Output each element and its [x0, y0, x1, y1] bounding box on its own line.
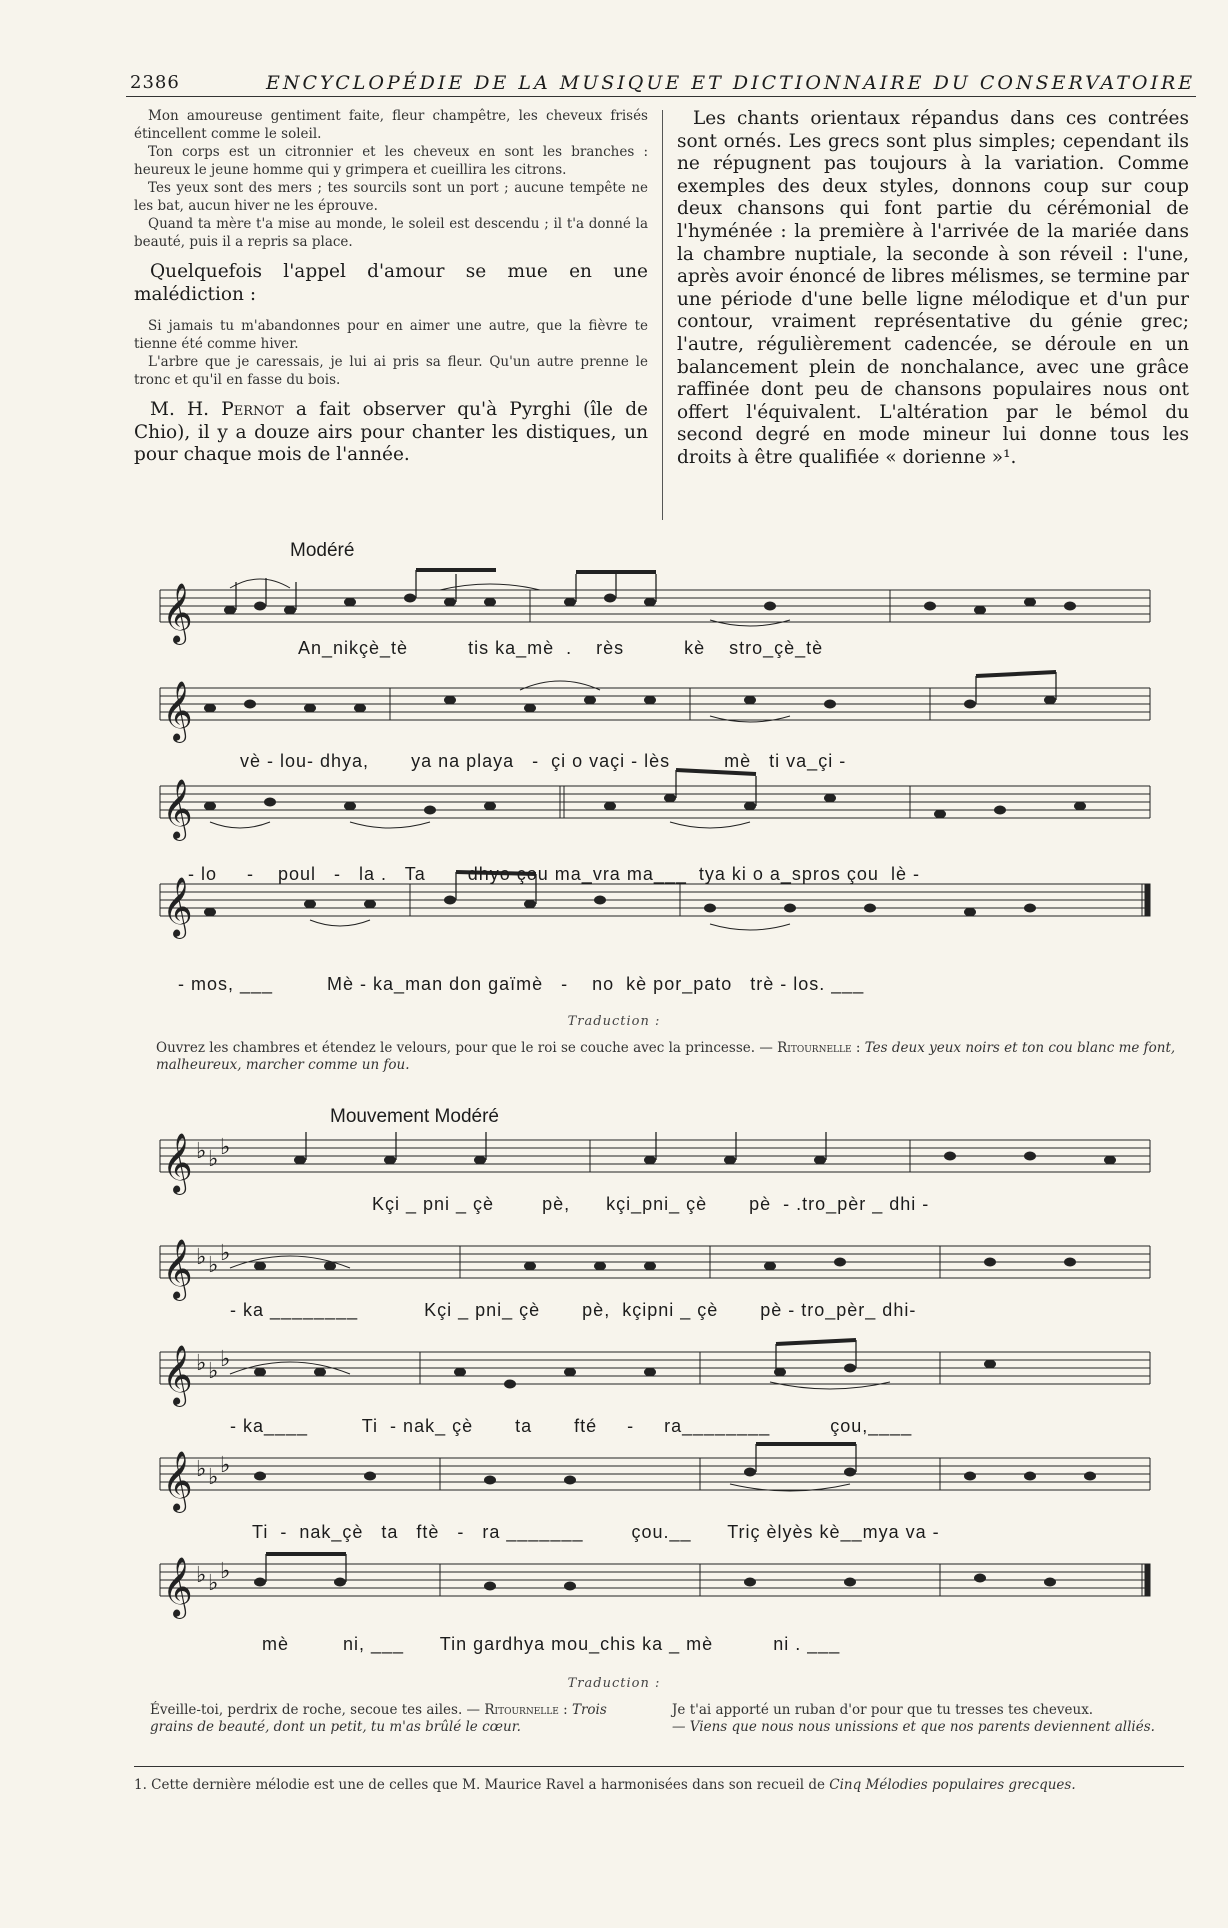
- staff-system-2: [160, 1246, 1150, 1278]
- tempo-marking: Mouvement Modéré: [330, 1106, 499, 1127]
- quote-line: Si jamais tu m'abandonnes pour en aimer une autre, que la fièvre te tienne été comme hiver.: [134, 318, 648, 352]
- svg-text:𝄞: 𝄞: [162, 877, 193, 937]
- lyrics-line: Ti - nak_çè ta ftè - ra _______ çou.__ Triç èlyès kè__mya va -: [252, 1522, 940, 1542]
- lyrics-line: Kçi _ pni _ çè pè, kçi_pni_ çè pè - .tro_pèr _ dhi -: [372, 1194, 930, 1214]
- footnote-work-title: Cinq Mélodies populaires grecques.: [829, 1777, 1076, 1793]
- lyrics-line: - lo - poul - la . Ta dhyo çou ma_vra ma___ tya ki o a_spros çou lè -: [188, 864, 920, 884]
- quote-line: Mon amoureuse gentiment faite, fleur champêtre, les cheveux frisés étincellent comme le soleil.: [134, 108, 648, 142]
- column-divider: [662, 110, 663, 520]
- translation-heading: Traduction :: [567, 1014, 661, 1029]
- quote-poem-2: [134, 318, 648, 389]
- paragraph-chants: Les chants orientaux répandus dans ces contrées sont ornés. Les grecs sont plus simples; cependant ils ne répugnent pas toujours à la variation. Comme exemples des deux styles, donnons coup sur coup deux chansons qui font partie du cérémonial de l'hyménée : la première à l'arrivée de la mariée dans la chambre nuptiale, la seconde à son réveil : l'une, après avoir énoncé de libres mélismes, se termine par une période d'une belle ligne mélodique et d'un pur contour, vraiment représentative du génie grec; l'autre, régulièrement cadencée, se déroule en un balancement plein de nonchalance, avec une grâce raffinée dont peu de chansons populaires nous ont offert l'équivalent. L'altération par le bémol du second degré en mode mineur lui donne tous les droits à être qualifiée « dorienne »¹.: [677, 108, 1189, 468]
- translation-text: [156, 1040, 1186, 1074]
- translation-body: Ouvrez les chambres et étendez le velours, pour que le roi se couche avec la princesse. —: [156, 1040, 773, 1056]
- quote-line: Tes yeux sont des mers ; tes sourcils sont un port ; aucune tempête ne les bat, aucun hiver ne les éprouve.: [134, 180, 648, 214]
- running-title: ENCYCLOPÉDIE DE LA MUSIQUE ET DICTIONNAIRE DU CONSERVATOIRE: [266, 72, 1196, 94]
- svg-text:𝄞: 𝄞: [162, 681, 193, 741]
- svg-text:♭: ♭: [220, 1559, 231, 1584]
- svg-text:♭: ♭: [196, 1351, 207, 1376]
- paragraph-malediction: Quelquefois l'appel d'amour se mue en une malédiction :: [134, 261, 648, 305]
- svg-text:♭: ♭: [196, 1245, 207, 1270]
- ritournelle-text: — Viens que nous nous unissions et que nos parents deviennent alliés.: [672, 1719, 1155, 1735]
- staff-system-3: [160, 1352, 1150, 1384]
- tempo-marking: Modéré: [290, 540, 355, 561]
- ritournelle-label: Ritournelle :: [777, 1040, 861, 1056]
- paragraph-pernot: [134, 399, 648, 467]
- lyrics-line: - ka____ Ti - nak_ çè ta fté - ra________ çou,____: [230, 1416, 913, 1436]
- ritournelle-label: Ritournelle :: [484, 1702, 568, 1718]
- svg-text:𝄞: 𝄞: [162, 1345, 193, 1405]
- staff-system-5: [160, 1564, 1150, 1596]
- treble-clef-icons: [162, 583, 193, 939]
- footnote: [134, 1766, 1184, 1793]
- slurs: [230, 1256, 890, 1491]
- svg-text:𝄞: 𝄞: [162, 1133, 193, 1193]
- left-column: [134, 108, 648, 479]
- svg-text:♭: ♭: [208, 1359, 219, 1384]
- lyrics-line: - ka ________ Kçi _ pni_ çè pè, kçipni _ çè pè - tro_pèr_ dhi-: [230, 1300, 917, 1320]
- music-score-1: [150, 560, 1170, 990]
- svg-text:𝄞: 𝄞: [162, 1239, 193, 1299]
- svg-text:𝄞: 𝄞: [162, 583, 193, 643]
- svg-text:𝄞: 𝄞: [162, 779, 193, 839]
- svg-text:𝄞: 𝄞: [162, 1557, 193, 1617]
- svg-text:♭: ♭: [208, 1253, 219, 1278]
- running-header: [126, 70, 1196, 97]
- quote-line: L'arbre que je caressais, je lui ai pris sa fleur. Qu'un autre prenne le tronc et qu'il en fasse du bois.: [134, 354, 648, 388]
- lyrics-line: vè - lou- dhya, ya na playa - çi o vaçi - lès mè ti va_çi -: [240, 751, 847, 771]
- ritournelle-text: Tes deux yeux noirs et ton cou blanc me font, malheureux, marcher comme un fou.: [156, 1040, 1176, 1073]
- page-number: 2386: [130, 72, 180, 93]
- svg-text:♭: ♭: [208, 1465, 219, 1490]
- staff-system-1: [160, 590, 1150, 622]
- ritournelle-text: Trois grains de beauté, dont un petit, tu m'as brûlé le cœur.: [150, 1702, 607, 1735]
- svg-text:♭: ♭: [196, 1563, 207, 1588]
- paragraph-text: a fait observer qu'à Pyrghi (île de Chio), il y a douze airs pour chanter les distiques, un pour chaque mois de l'année.: [134, 399, 648, 465]
- lyrics-line: mè ni, ___ Tin gardhya mou_chis ka _ mè ni . ___: [262, 1634, 841, 1654]
- svg-text:♭: ♭: [208, 1571, 219, 1596]
- quote-line: Quand ta mère t'a mise au monde, le soleil est descendu ; il t'a donné la beauté, puis il a repris sa place.: [134, 216, 648, 250]
- svg-text:𝄞: 𝄞: [162, 1451, 193, 1511]
- note-stems: [236, 570, 1056, 904]
- staff-system-1: [160, 1140, 1150, 1172]
- staff-system-4: [160, 1458, 1150, 1490]
- translation-body: Je t'ai apporté un ruban d'or pour que tu tresses tes cheveux.: [672, 1702, 1094, 1718]
- right-column: [677, 108, 1189, 470]
- quote-line: Ton corps est un citronnier et les cheveux en sont les branches : heureux le jeune homme qui y grimpera et cueillira les citrons.: [134, 144, 648, 178]
- svg-text:♭: ♭: [196, 1457, 207, 1482]
- lyrics-line: - mos, ___ Mè - ka_man don gaïmè - no kè por_pato trè - los. ___: [178, 974, 865, 994]
- svg-text:♭: ♭: [220, 1453, 231, 1478]
- treble-clef-icons: [162, 1133, 193, 1619]
- translation-right: [672, 1702, 1188, 1736]
- svg-text:♭: ♭: [220, 1135, 231, 1160]
- svg-text:♭: ♭: [196, 1139, 207, 1164]
- translation-body: Éveille-toi, perdrix de roche, secoue tes ailes. —: [150, 1702, 481, 1718]
- translation-left: [150, 1702, 650, 1736]
- svg-text:♭: ♭: [220, 1347, 231, 1372]
- svg-text:♭: ♭: [208, 1147, 219, 1172]
- translation-heading: Traduction :: [567, 1676, 661, 1691]
- author-name: M. H. Pernot: [150, 399, 284, 420]
- svg-text:♭: ♭: [220, 1241, 231, 1266]
- lyrics-line: An_nikçè_tè tis ka_mè . rès kè stro_çè_tè: [298, 638, 824, 658]
- flat-key-signature-icons: [196, 1135, 230, 1596]
- quote-poem-1: [134, 108, 648, 251]
- footnote-text: 1. Cette dernière mélodie est une de celles que M. Maurice Ravel a harmonisées dans son recueil de: [134, 1777, 825, 1793]
